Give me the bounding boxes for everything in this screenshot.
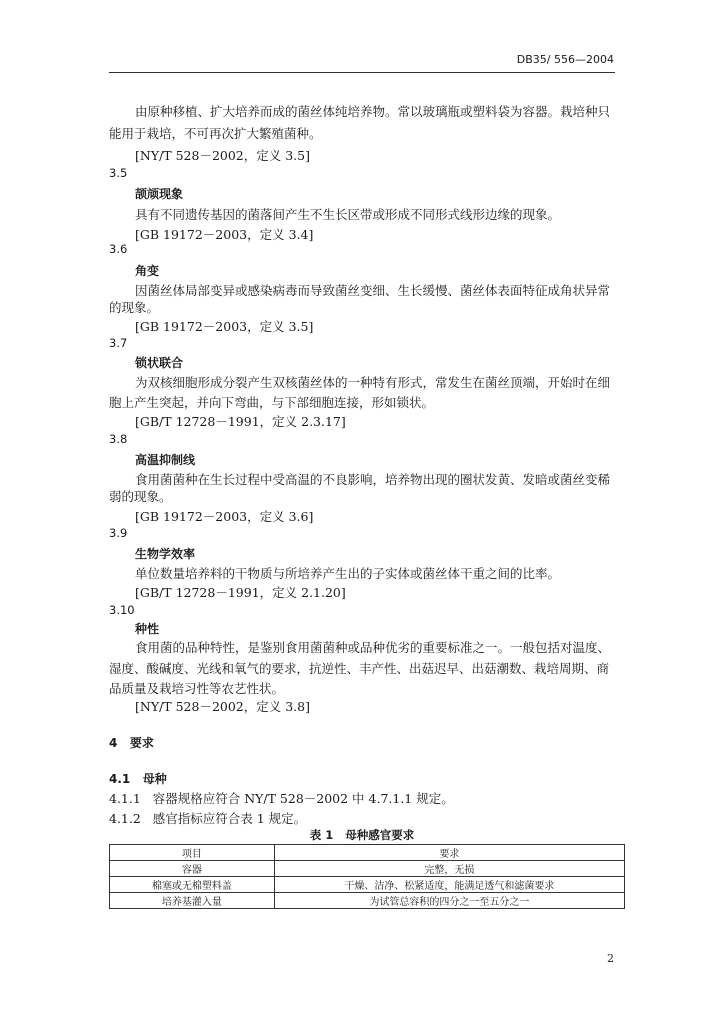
term-title: 种性 [135,622,160,636]
definition-line: 单位数量培养料的干物质与所培养产生出的子实体或菌丝体干重之间的比率。 [135,566,561,581]
definition-line: 因菌丝体局部变异或感染病毒而导致菌丝变细、生长缓慢、菌丝体表面特征成角状异常 [135,283,611,298]
term-title: 高温抑制线 [135,453,196,467]
section-number: 3.6 [109,242,128,256]
definition-line: 为双核细胞形成分裂产生双核菌丝体的一种特有形式，常发生在菌丝顶端，开始时在细 [135,375,611,390]
sensory-requirements-table [109,844,625,909]
section-number: 3.7 [109,336,128,350]
table-row [110,861,625,877]
term-title: 颉颃现象 [135,187,184,201]
definition-reference: [GB 19172－2003，定义 3.6] [135,509,314,524]
table-cell: 完整，无损 [274,861,624,877]
definition-line: 湿度、酸碱度、光线和氧气的要求，抗逆性、丰产性、出菇迟早、出菇潮数、栽培周期、商 [109,661,610,676]
definition-line: 的现象。 [109,300,160,315]
intro-reference: [NY/T 528－2002，定义 3.5] [135,148,310,163]
requirement-item: 4.1.1 容器规格应符合 NY/T 528－2002 中 4.7.1.1 规定。 [109,791,454,806]
definition-reference: [GB/T 12728－1991，定义 2.1.20] [135,585,346,600]
table-row [110,877,625,893]
definition-line: 食用菌的品种特性，是鉴别食用菌菌种或品种优劣的重要标准之一。一般包括对温度、 [135,640,611,655]
definition-reference: [NY/T 528－2002，定义 3.8] [135,699,310,714]
definition-reference: [GB 19172－2003，定义 3.4] [135,227,314,242]
table-cell: 为试管总容积的四分之一至五分之一 [274,893,624,909]
term-title: 生物学效率 [135,547,196,561]
table-cell: 容器 [110,861,275,877]
term-title: 角变 [135,264,160,278]
header-rule [109,72,615,73]
standard-code-header: DB35/ 556—2004 [516,53,614,66]
table-header-cell: 要求 [274,845,624,861]
table-cell: 干燥、洁净、松紧适度，能满足透气和滤菌要求 [274,877,624,893]
definition-reference: [GB 19172－2003，定义 3.5] [135,319,314,334]
table-cell: 棉塞或无棉塑料盖 [110,877,275,893]
page-number: 2 [607,952,614,965]
definition-line: 品质量及栽培习性等农艺性状。 [109,681,285,696]
definition-line: 胞上产生突起，并向下弯曲，与下部细胞连接，形如锁状。 [109,395,435,410]
requirement-item: 4.1.2 感官指标应符合表 1 规定。 [109,811,307,826]
section-number: 3.8 [109,432,128,446]
intro-line-2: 能用于栽培，不可再次扩大繁殖菌种。 [109,126,322,141]
section-number: 3.5 [109,166,128,180]
table-row [110,893,625,909]
definition-line: 弱的现象。 [109,489,172,504]
table-header-row [110,845,625,861]
section-number: 3.9 [109,526,128,540]
subsection-heading: 4.1 母种 [109,772,167,786]
table-header-cell: 项目 [110,845,275,861]
term-title: 锁状联合 [135,356,184,370]
chapter-heading: 4 要求 [109,736,154,750]
definition-line: 具有不同遗传基因的菌落间产生不生长区带或形成不同形式线形边缘的现象。 [135,207,561,222]
definition-reference: [GB/T 12728－1991，定义 2.3.17] [135,414,346,429]
section-number: 3.10 [109,603,135,617]
intro-line-1: 由原种移植、扩大培养而成的菌丝体纯培养物。常以玻璃瓶或塑料袋为容器。栽培种只 [135,104,611,119]
table-caption: 表 1 母种感官要求 [309,828,415,842]
definition-line: 食用菌菌种在生长过程中受高温的不良影响，培养物出现的圈状发黄、发暗或菌丝变稀 [135,472,611,487]
table-cell: 培养基灌入量 [110,893,275,909]
